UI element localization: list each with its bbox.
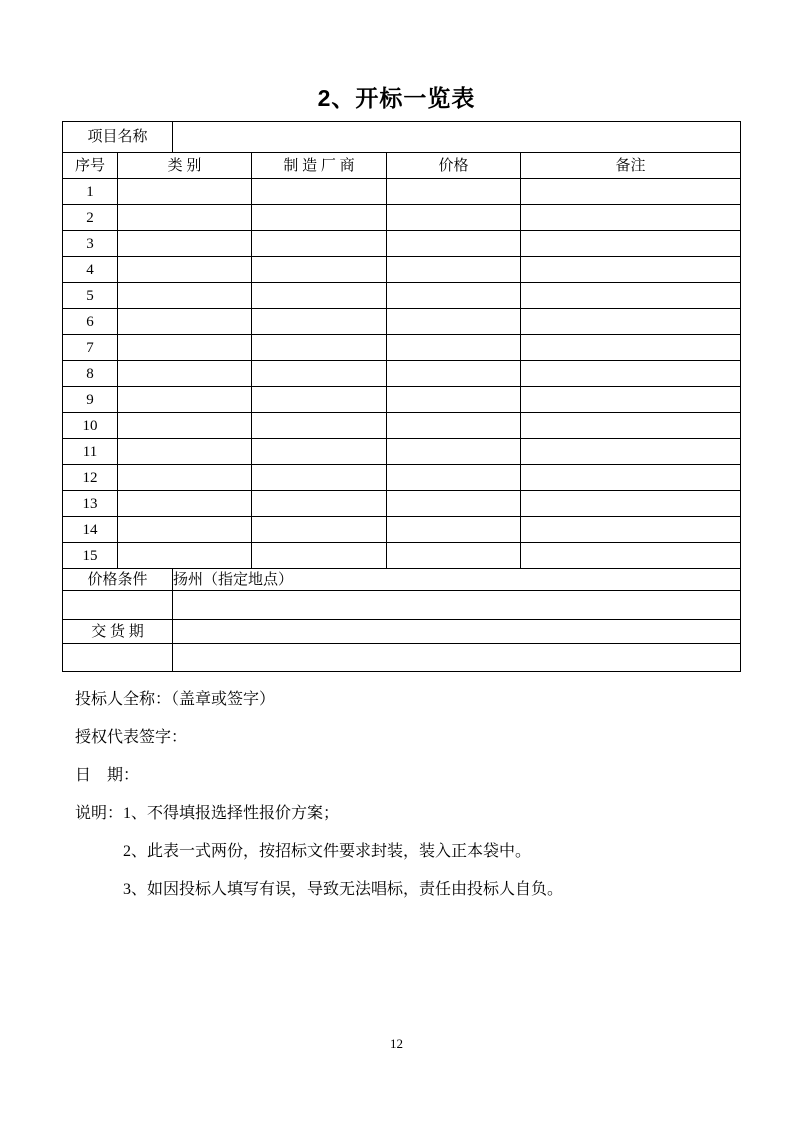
project-name-row (63, 122, 741, 153)
table-row (63, 257, 741, 283)
empty-label-cell (63, 591, 173, 620)
row-number-cell: 4 (63, 257, 118, 283)
header-category: 类 别 (118, 153, 252, 179)
price-cell[interactable] (387, 465, 521, 491)
price-cell[interactable] (387, 231, 521, 257)
row-number-cell: 6 (63, 309, 118, 335)
row-number-cell: 3 (63, 231, 118, 257)
project-name-value-cell[interactable] (173, 122, 741, 153)
date-line: 日 期： (75, 767, 140, 784)
price-cell[interactable] (387, 205, 521, 231)
category-cell[interactable] (118, 413, 252, 439)
category-cell[interactable] (118, 439, 252, 465)
price-cell[interactable] (387, 283, 521, 309)
remark-cell[interactable] (521, 465, 741, 491)
price-cell[interactable] (387, 361, 521, 387)
price-cell[interactable] (387, 387, 521, 413)
manufacturer-cell[interactable] (252, 283, 387, 309)
row-number-cell: 15 (63, 543, 118, 569)
note-line-3: 3、如因投标人填写有误，导致无法唱标，责任由投标人自负。 (123, 881, 564, 898)
category-cell[interactable] (118, 179, 252, 205)
category-cell[interactable] (118, 335, 252, 361)
row-number-cell: 9 (63, 387, 118, 413)
category-cell[interactable] (118, 205, 252, 231)
row-number-cell: 14 (63, 517, 118, 543)
row-number-cell: 13 (63, 491, 118, 517)
bid-opening-table (62, 121, 741, 672)
category-cell[interactable] (118, 491, 252, 517)
remark-cell[interactable] (521, 413, 741, 439)
row-number-cell: 5 (63, 283, 118, 309)
remark-cell[interactable] (521, 387, 741, 413)
table-row (63, 491, 741, 517)
remark-cell[interactable] (521, 361, 741, 387)
price-cell[interactable] (387, 179, 521, 205)
manufacturer-cell[interactable] (252, 335, 387, 361)
remark-cell[interactable] (521, 257, 741, 283)
empty-value-cell[interactable] (173, 644, 741, 672)
category-cell[interactable] (118, 309, 252, 335)
category-cell[interactable] (118, 465, 252, 491)
table-row (63, 231, 741, 257)
price-cell[interactable] (387, 517, 521, 543)
manufacturer-cell[interactable] (252, 309, 387, 335)
table-row (63, 361, 741, 387)
note-line-1: 说明：1、不得填报选择性报价方案； (75, 805, 340, 822)
table-row (63, 543, 741, 569)
row-number-cell: 2 (63, 205, 118, 231)
table-row (63, 205, 741, 231)
delivery-period-value-cell[interactable] (173, 620, 741, 644)
header-price: 价格 (387, 153, 521, 179)
manufacturer-cell[interactable] (252, 491, 387, 517)
header-manufacturer: 制 造 厂 商 (252, 153, 387, 179)
price-condition-value-cell[interactable]: 扬州（指定地点） (173, 569, 741, 591)
table-row (63, 439, 741, 465)
empty-row (63, 591, 741, 620)
category-cell[interactable] (118, 517, 252, 543)
manufacturer-cell[interactable] (252, 231, 387, 257)
header-remark: 备注 (521, 153, 741, 179)
remark-cell[interactable] (521, 335, 741, 361)
remark-cell[interactable] (521, 231, 741, 257)
remark-cell[interactable] (521, 309, 741, 335)
price-cell[interactable] (387, 257, 521, 283)
remark-cell[interactable] (521, 283, 741, 309)
remark-cell[interactable] (521, 179, 741, 205)
delivery-period-label: 交 货 期 (63, 620, 173, 644)
price-condition-row (63, 569, 741, 591)
category-cell[interactable] (118, 361, 252, 387)
manufacturer-cell[interactable] (252, 361, 387, 387)
manufacturer-cell[interactable] (252, 179, 387, 205)
manufacturer-cell[interactable] (252, 387, 387, 413)
category-cell[interactable] (118, 543, 252, 569)
price-cell[interactable] (387, 543, 521, 569)
price-cell[interactable] (387, 309, 521, 335)
manufacturer-cell[interactable] (252, 257, 387, 283)
page-number: 12 (390, 1036, 403, 1051)
project-name-label: 项目名称 (63, 122, 173, 153)
price-cell[interactable] (387, 439, 521, 465)
page-title: 2、开标一览表 (317, 85, 476, 111)
empty-label-cell (63, 644, 173, 672)
remark-cell[interactable] (521, 439, 741, 465)
manufacturer-cell[interactable] (252, 439, 387, 465)
table-row (63, 309, 741, 335)
bidder-name-line: 投标人全称：（盖章或签字） (75, 691, 276, 708)
manufacturer-cell[interactable] (252, 517, 387, 543)
table-row (63, 179, 741, 205)
header-serial: 序号 (63, 153, 118, 179)
price-condition-label: 价格条件 (63, 569, 173, 591)
remark-cell[interactable] (521, 491, 741, 517)
delivery-period-row (63, 620, 741, 644)
table-row (63, 465, 741, 491)
row-number-cell: 1 (63, 179, 118, 205)
table-row (63, 413, 741, 439)
manufacturer-cell[interactable] (252, 543, 387, 569)
table-row (63, 283, 741, 309)
manufacturer-cell[interactable] (252, 205, 387, 231)
category-cell[interactable] (118, 231, 252, 257)
row-number-cell: 8 (63, 361, 118, 387)
category-cell[interactable] (118, 387, 252, 413)
table-row (63, 517, 741, 543)
price-cell[interactable] (387, 335, 521, 361)
empty-row (63, 644, 741, 672)
table-row (63, 387, 741, 413)
note-line-2: 2、此表一式两份，按招标文件要求封装，装入正本袋中。 (123, 843, 532, 860)
remark-cell[interactable] (521, 205, 741, 231)
row-number-cell: 12 (63, 465, 118, 491)
table-header-row (63, 153, 741, 179)
remark-cell[interactable] (521, 517, 741, 543)
footer-text-block (75, 688, 793, 901)
manufacturer-cell[interactable] (252, 413, 387, 439)
row-number-cell: 11 (63, 439, 118, 465)
empty-value-cell[interactable] (173, 591, 741, 620)
row-number-cell: 7 (63, 335, 118, 361)
table-row (63, 335, 741, 361)
manufacturer-cell[interactable] (252, 465, 387, 491)
row-number-cell: 10 (63, 413, 118, 439)
price-cell[interactable] (387, 413, 521, 439)
category-cell[interactable] (118, 283, 252, 309)
price-cell[interactable] (387, 491, 521, 517)
authorized-representative-line: 授权代表签字： (75, 729, 188, 746)
remark-cell[interactable] (521, 543, 741, 569)
category-cell[interactable] (118, 257, 252, 283)
